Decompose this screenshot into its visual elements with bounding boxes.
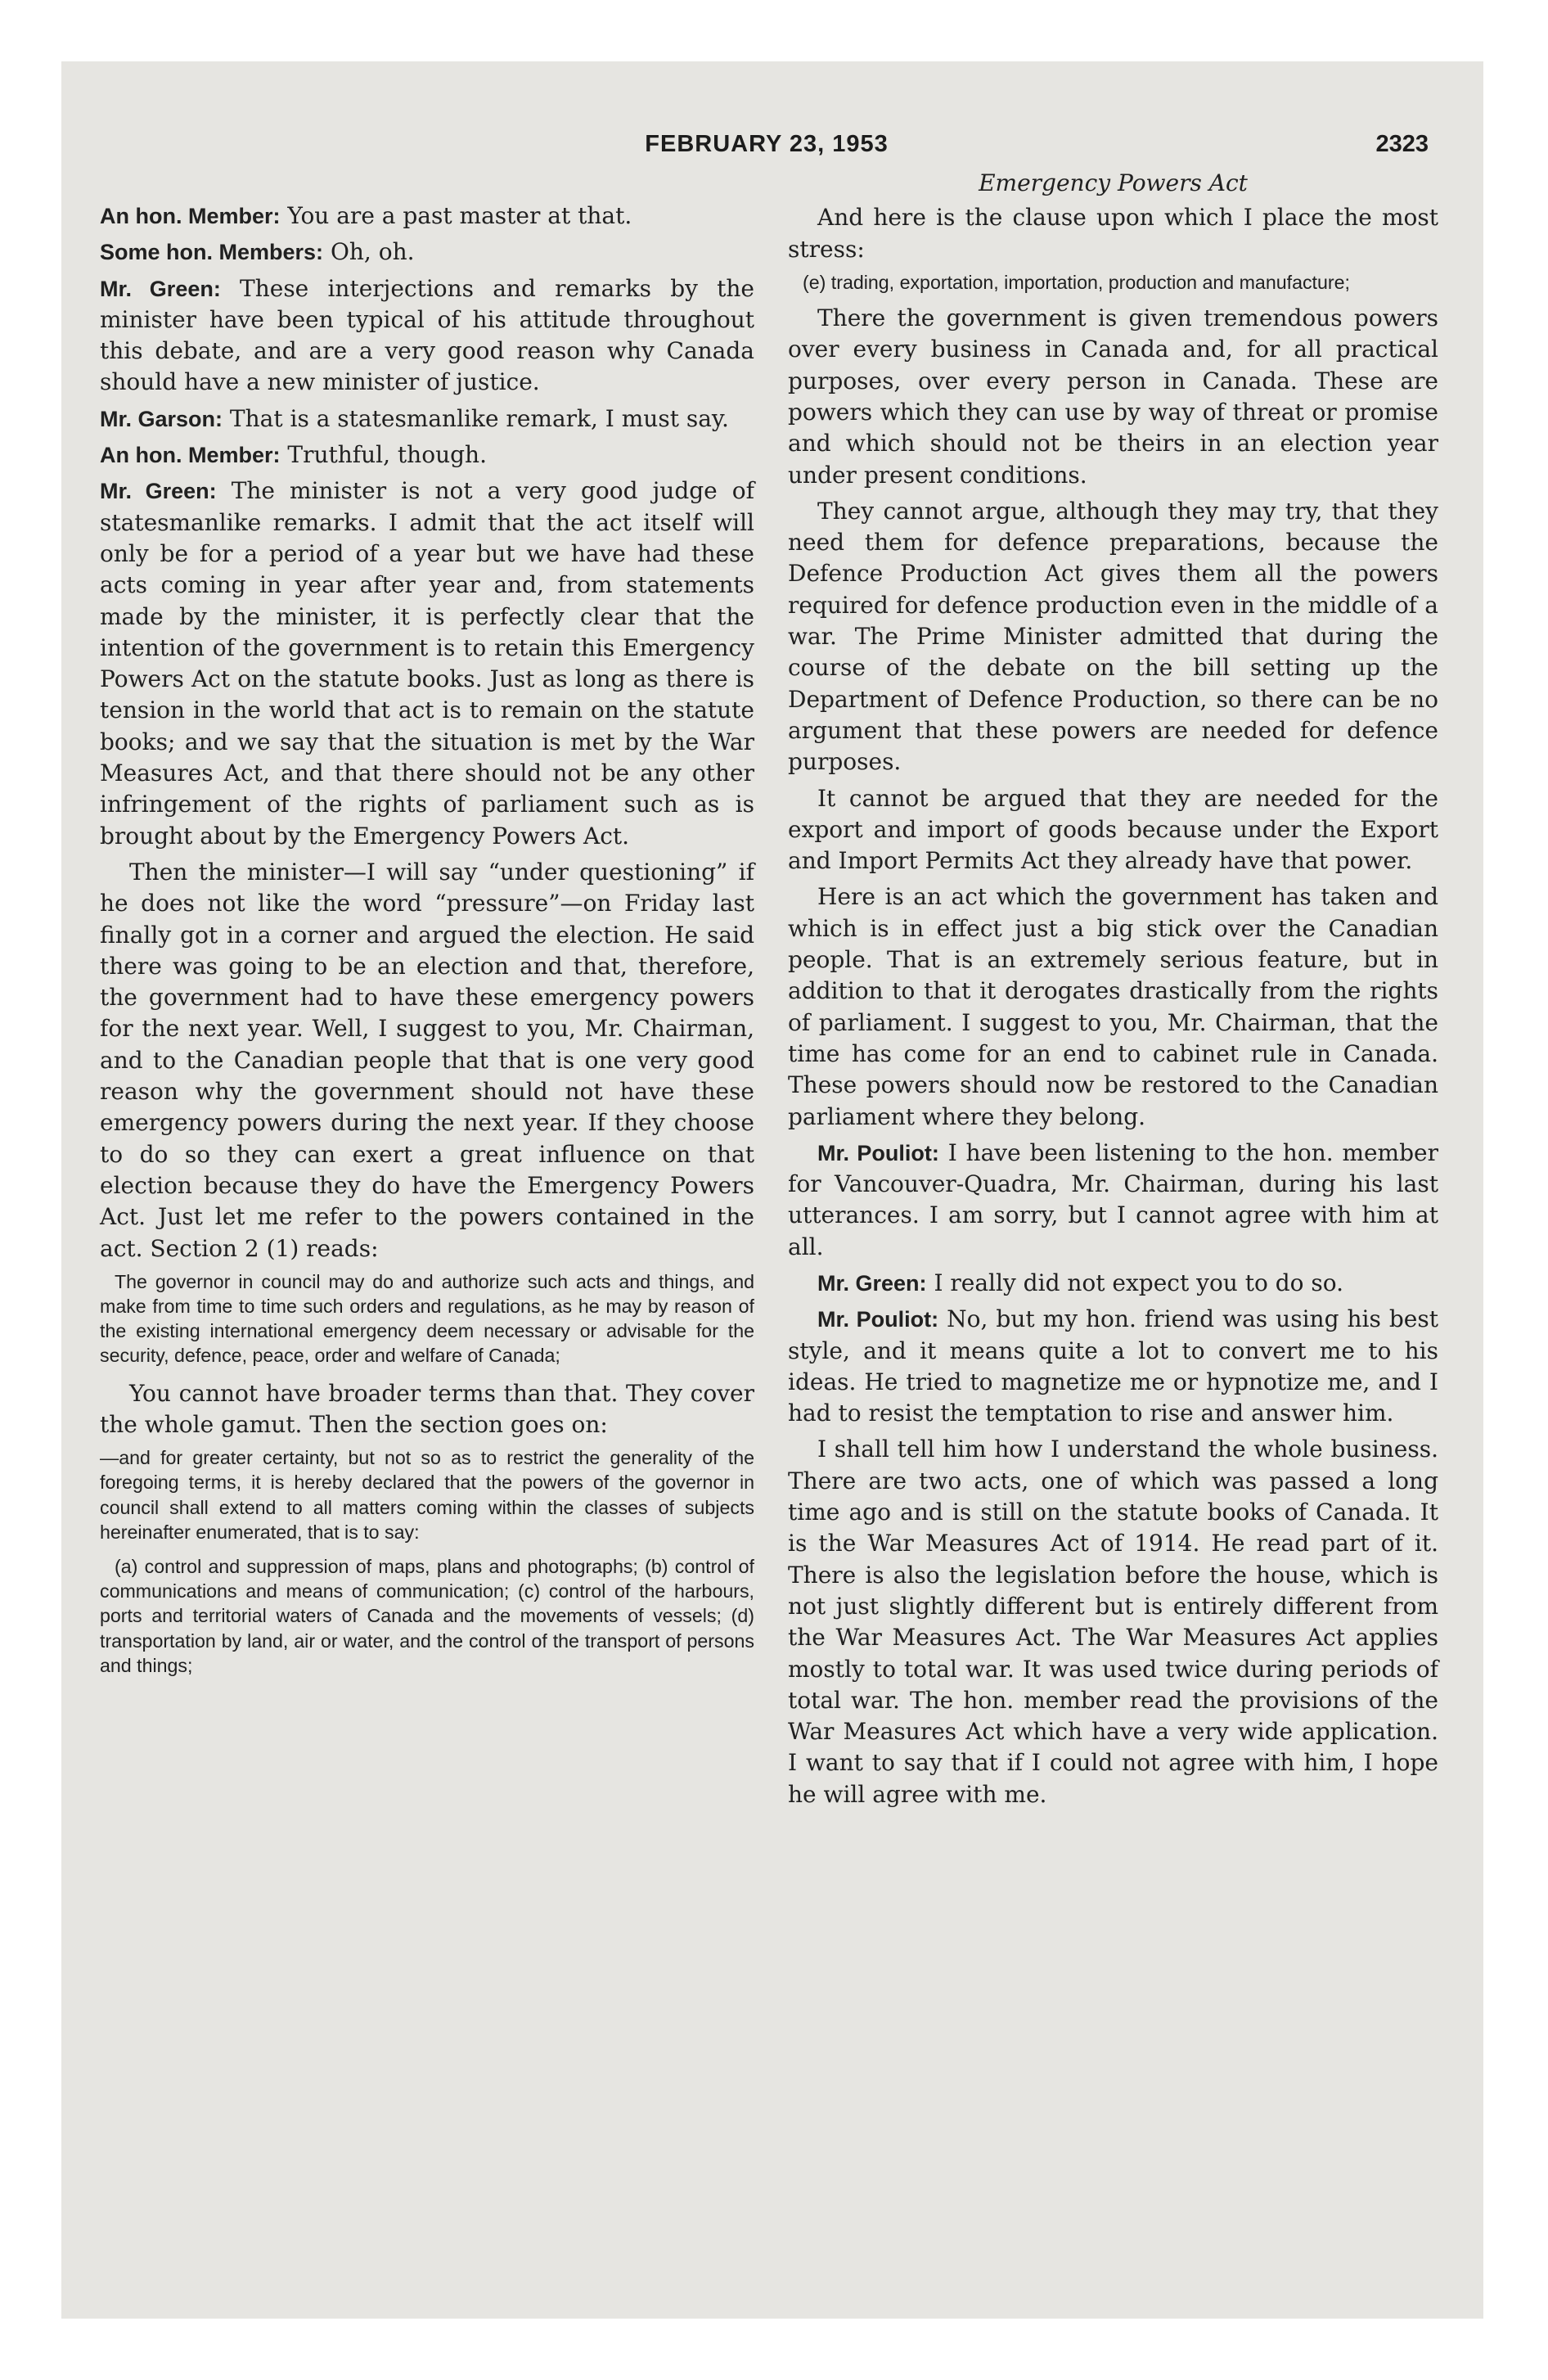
speaker-name: An hon. Member: <box>100 204 281 228</box>
paragraph <box>788 1138 1438 1263</box>
paragraph <box>100 476 754 852</box>
speaker-name: Mr. Pouliot: <box>817 1140 939 1165</box>
header-date: FEBRUARY 23, 1953 <box>645 131 889 157</box>
speaker-name: Mr. Green: <box>817 1271 927 1296</box>
speech-text: Oh, oh. <box>323 238 415 266</box>
speaker-name: An hon. Member: <box>100 443 281 468</box>
paragraph <box>788 1304 1438 1429</box>
block-quote: —and for greater certainty, but not so as to restrict the generality of the foregoing terms, it is hereby declared that the powers of the governor in council shall extend to all matters coming within the classes of subjects hereinafter enumerated, that is to say: <box>100 1447 754 1543</box>
paragraph <box>100 403 754 435</box>
speech-text: These interjections and remarks by the minister have been typical of his attitude throughout this debate, and are a very good reason why Canada should have a new minister of justice. <box>100 274 754 396</box>
paragraph <box>100 237 754 268</box>
speaker-name: Mr. Green: <box>100 276 221 301</box>
paragraph <box>100 439 754 471</box>
speaker-name: Some hon. Members: <box>100 240 324 265</box>
paragraph: Then the minister—I will say “under questioning” if he does not like the word “pressure”—on Friday last finally got in a corner and argued the election. He said there was going to be an election and that, therefore, the government had to have these emergency powers for the next year. Well, I suggest to you, Mr. Chairman, and to the Canadian people that that is one very good reason why the government should not have these emergency powers during the next year. If they choose to do so they can exert a great influence on that election because they do have the Emergency Powers Act. Just let me refer to the powers contained in the act. Section 2 (1) reads: <box>100 858 754 1262</box>
speech-text: No, but my hon. friend was using his best style, and it means quite a lot to convert me to his ideas. He tried to magnetize me or hypnotize me, and I had to resist the temptation to rise and answer him. <box>788 1305 1439 1427</box>
block-quote: The governor in council may do and authorize such acts and things, and make from time to time such orders and regulations, as he may by reason of the existing international emergency deem necessary or advisable for the security, defence, peace, order and welfare of Canada; <box>100 1270 754 1367</box>
speech-text: You are a past master at that. <box>280 202 632 229</box>
page-number: 2323 <box>1375 131 1429 157</box>
speech-text: The minister is not a very good judge of statesmanlike remarks. I admit that the act itself will only be for a period of a year but we have had these acts coming in year after year and, from statements made by the minister, it is perfectly clear that the intention of the government is to retain this Emergency Powers Act on the statute books. Just as long as there is tension in the world that act is to remain on the statute books; and we say that the situation is met by the War Measures Act, and that there should not be any other infringement of the rights of parliament such as is brought about by the Emergency Powers Act. <box>100 477 754 850</box>
paragraph <box>100 201 754 232</box>
speech-text: I really did not expect you to do so. <box>926 1269 1344 1296</box>
page-header <box>105 131 1429 164</box>
running-head: Emergency Powers Act <box>979 169 1248 196</box>
block-quote: (e) trading, exportation, importation, production and manufacture; <box>803 271 1350 293</box>
right-column <box>788 168 1438 1815</box>
speaker-name: Mr. Pouliot: <box>817 1307 939 1332</box>
paragraph: Here is an act which the government has taken and which is in effect just a big stick over the Canadian people. That is an extremely serious feature, but in addition to that it derogates drastically from the rights of parliament. I suggest to you, Mr. Chairman, that the time has come for an end to cabinet rule in Canada. These powers should now be restored to the Canadian parliament where they belong. <box>788 883 1438 1130</box>
speech-text: I have been listening to the hon. member for Vancouver-Quadra, Mr. Chairman, during his last utterances. I am sorry, but I cannot agree with him at all. <box>788 1138 1438 1260</box>
paragraph <box>100 273 754 399</box>
left-column <box>100 201 754 1688</box>
paragraph: You cannot have broader terms than that. They cover the whole gamut. Then the section goes on: <box>100 1379 754 1438</box>
speaker-name: Mr. Green: <box>100 479 217 504</box>
paragraph <box>788 1268 1438 1299</box>
paragraph: I shall tell him how I understand the whole business. There are two acts, one of which was passed a long time ago and is still on the statute books of Canada. It is the War Measures Act of 1914. He read part of it. There is also the legislation before the house, which is not just slightly different but is entirely different from the War Measures Act. The War Measures Act applies mostly to total war. It was used twice during periods of total war. The hon. member read the provisions of the War Measures Act which have a very wide application. I want to say that if I could not agree with him, I hope he will agree with me. <box>788 1436 1438 1808</box>
paragraph: And here is the clause upon which I place the most stress: <box>788 204 1438 263</box>
block-quote: (a) control and suppression of maps, plans and photographs; (b) control of communications and means of communication; (c) control of the harbours, ports and territorial waters of Canada and the movements of vessels; (d) transportation by land, air or water, and the control of the transport of persons and things; <box>100 1556 754 1676</box>
paragraph: They cannot argue, although they may try, that they need them for defence preparations, because the Defence Production Act gives them all the powers required for defence production even in the middle of a war. The Prime Minister admitted that during the course of the debate on the bill setting up the Department of Defence Production, so there can be no argument that these powers are needed for defence purposes. <box>788 497 1438 776</box>
speaker-name: Mr. Garson: <box>100 406 223 431</box>
speech-text: That is a statesmanlike remark, I must say. <box>223 404 729 432</box>
paragraph: There the government is given tremendous powers over every business in Canada and, for all practical purposes, over every person in Canada. These are powers which they can use by way of threat or promise and which should not be theirs in an election year under present conditions. <box>788 304 1438 489</box>
paragraph: It cannot be argued that they are needed for the export and import of goods because under the Export and Import Permits Act they already have that power. <box>788 784 1438 875</box>
speech-text: Truthful, though. <box>280 441 487 469</box>
